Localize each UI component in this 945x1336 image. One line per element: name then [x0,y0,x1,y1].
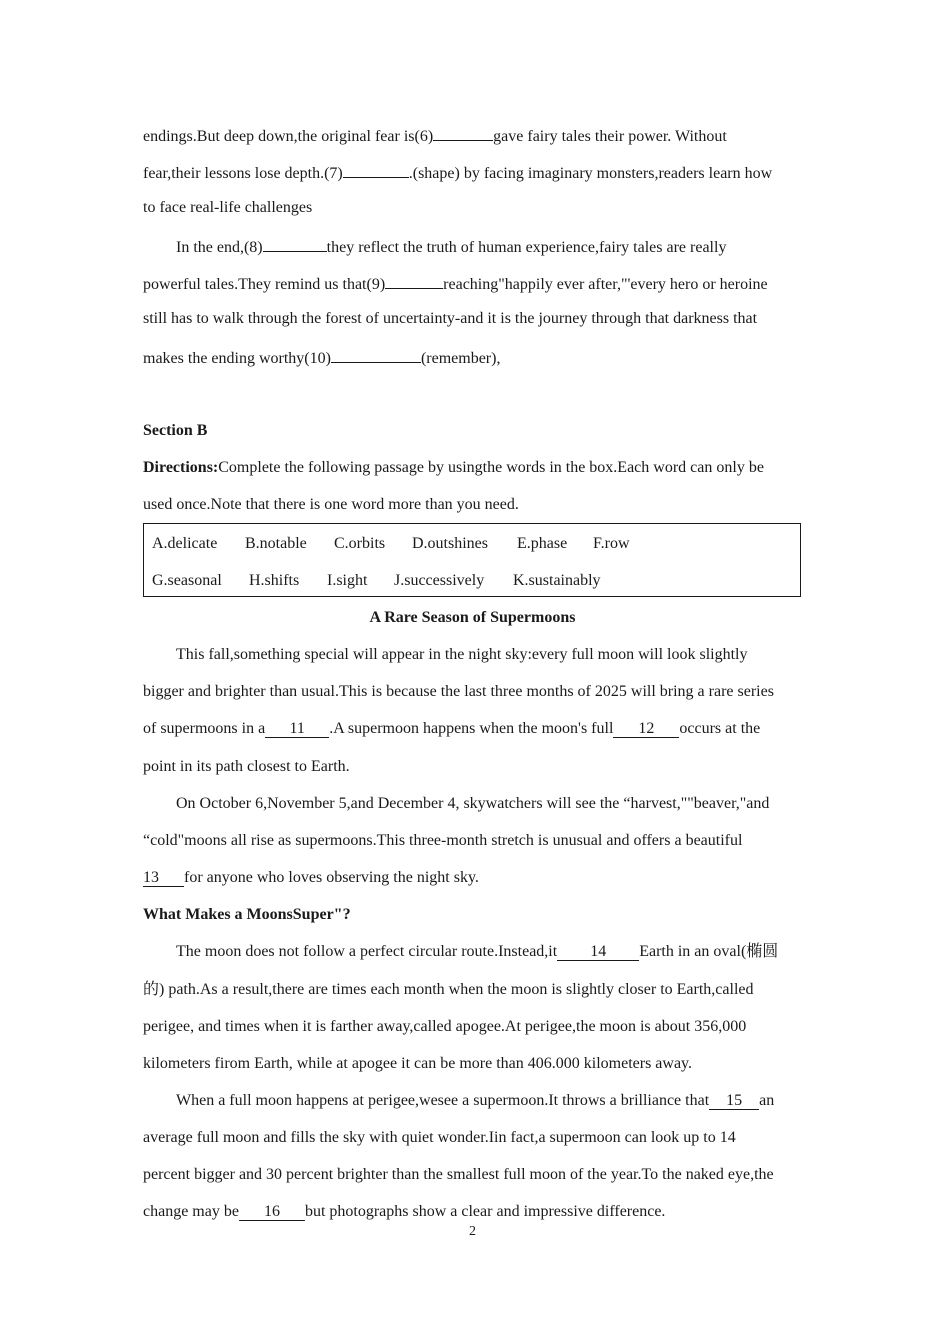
text-line: “cold"moons all rise as supermoons.This three-month stretch is unusual and offers a beautiful [143,832,743,849]
text-line: In the end,(8) they reflect the truth of human experience,fairy tales are really [176,235,726,258]
word-option: G.seasonal [152,572,222,589]
text-line: 13 for anyone who loves observing the night sky. [143,869,479,886]
text-line: perigee, and times when it is farther away,called apogee.At perigee,the moon is about 356,000 [143,1018,747,1035]
text-line: still has to walk through the forest of uncertainty-and it is the journey through that darkness that [143,310,758,327]
word-option: A.delicate [152,535,218,552]
answer-blank-6[interactable] [433,124,493,141]
text-line: percent bigger and 30 percent brighter than the smallest full moon of the year.To the naked eye,the [143,1166,774,1183]
text-line: On October 6,November 5,and December 4, skywatchers will see the “harvest,""beaver,"and [176,795,770,812]
directions: Directions:Complete the following passage by usingthe words in the box.Each word can only be [143,459,764,476]
section-heading: Section B [143,422,208,439]
answer-blank-9[interactable] [385,272,443,289]
text-line: point in its path closest to Earth. [143,758,350,775]
word-box [143,523,801,597]
text-line: kilometers firom Earth, while at apogee it can be more than 406.000 kilometers away. [143,1055,693,1072]
text-line: powerful tales.They remind us that(9) reaching"happily ever after,"'every hero or heroine [143,272,768,295]
answer-blank-7[interactable] [343,161,409,178]
answer-blank-8[interactable] [263,235,327,252]
text-line: 的) path.As a result,there are times each month when the moon is slightly closer to Earth,called [143,981,754,998]
word-option: B.notable [245,535,307,552]
text-line: change may be 16 but photographs show a clear and impressive difference. [143,1203,666,1220]
text-line: This fall,something special will appear in the night sky:every full moon will look slightly [176,646,748,663]
text-line: bigger and brighter than usual.This is because the last three months of 2025 will bring a rare series [143,683,774,700]
text-line: of supermoons in a 11 .A supermoon happens when the moon's full 12 occurs at the [143,720,761,737]
text-line: fear,their lessons lose depth.(7) .(shape) by facing imaginary monsters,readers learn how [143,161,772,184]
passage-title: A Rare Season of Supermoons [369,609,576,626]
word-option: K.sustainably [513,572,601,589]
word-option: D.outshines [412,535,488,552]
text-line: When a full moon happens at perigee,wesee a supermoon.It throws a brilliance that 15 an [176,1092,775,1109]
text-line: endings.But deep down,the original fear is(6) gave fairy tales their power. Without [143,124,727,147]
subheading: What Makes a MoonsSuper"? [143,906,351,923]
answer-blank-10[interactable] [331,346,421,363]
answer-blank-12[interactable]: 12 [613,721,679,738]
word-option: J.successively [394,572,485,589]
word-option: C.orbits [334,535,386,552]
answer-blank-11[interactable]: 11 [265,721,329,738]
text-line: to face real-life challenges [143,199,313,216]
directions-continued: used once.Note that there is one word more than you need. [143,496,519,513]
word-option: E.phase [517,535,568,552]
text-line: makes the ending worthy(10) (remember), [143,346,500,369]
word-option: I.sight [327,572,368,589]
text-line: average full moon and fills the sky with quiet wonder.Iin fact,a supermoon can look up to 14 [143,1129,736,1146]
page-number: 2 [469,1224,476,1239]
answer-blank-14[interactable]: 14 [557,944,639,961]
word-option: F.row [593,535,630,552]
answer-blank-13[interactable]: 13 [143,870,184,887]
text-line: The moon does not follow a perfect circular route.Instead,it 14 Earth in an oval(椭圆 [176,943,779,960]
answer-blank-16[interactable]: 16 [239,1204,305,1221]
word-option: H.shifts [249,572,300,589]
answer-blank-15[interactable]: 15 [709,1093,759,1110]
